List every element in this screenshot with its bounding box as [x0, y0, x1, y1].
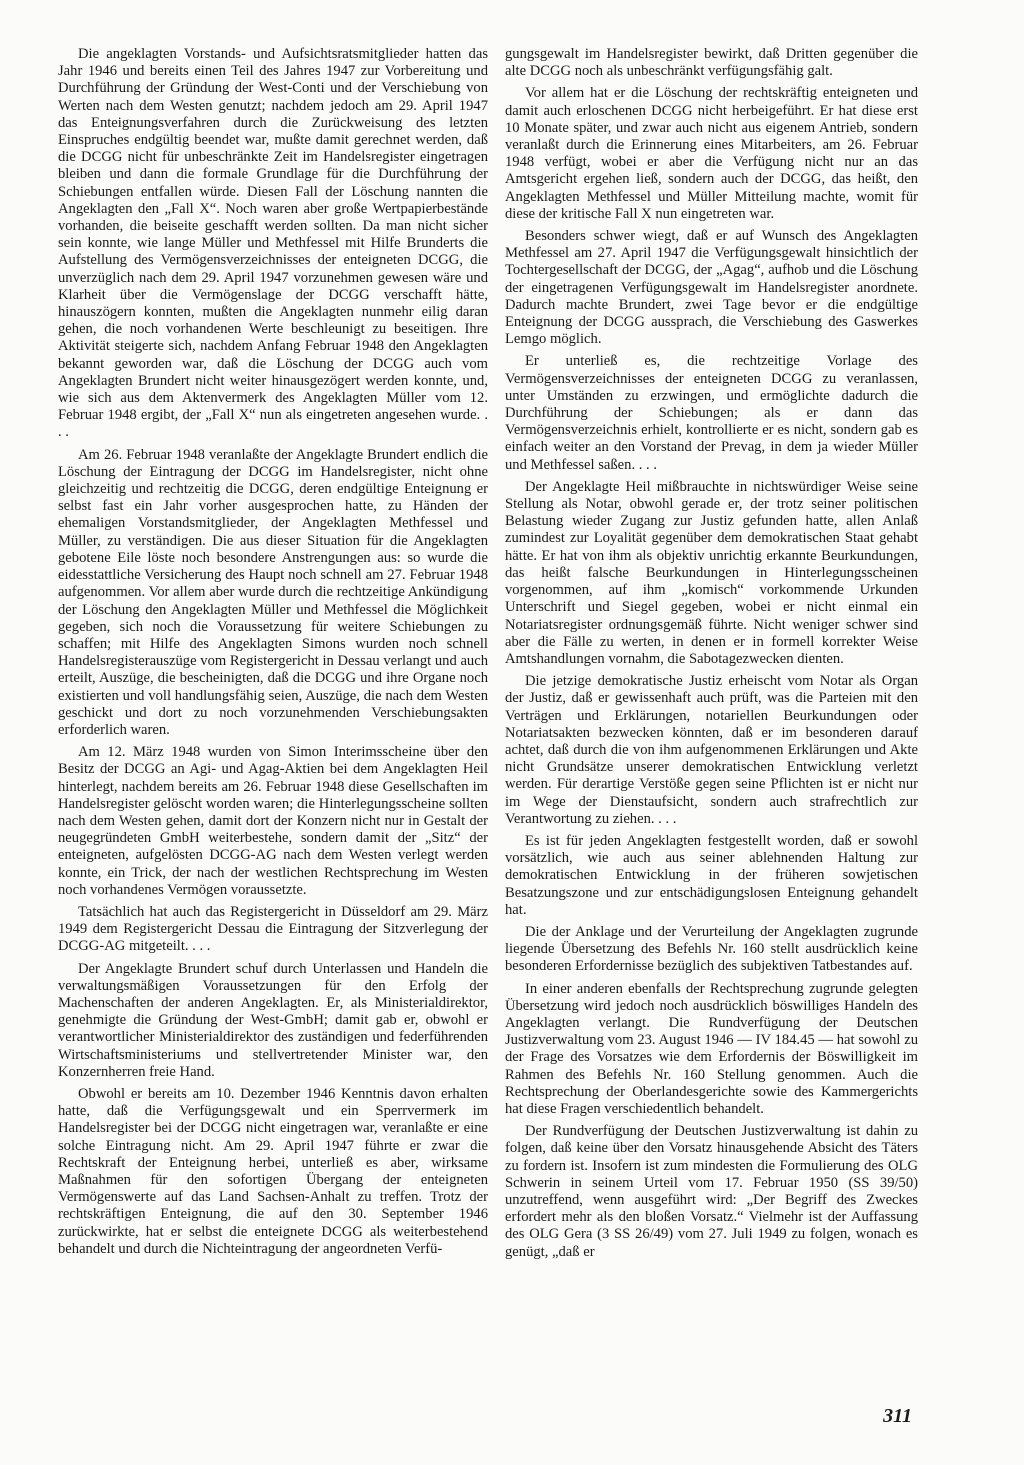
- paragraph: Es ist für jeden Angeklagten festgestellt worden, daß er sowohl vorsätzlich, wie auch aus seiner ablehnenden Haltung zur demokratischen Entwicklung in der früheren sowjetischen Besatzungszone und zur entschädigungslosen Enteignung gehandelt hat.: [505, 832, 918, 918]
- paragraph: In einer anderen ebenfalls der Rechtsprechung zugrunde gelegten Übersetzung wird jedoch noch ausdrücklich böswilliges Handeln des Angeklagten verlangt. Die Rundverfügung der Deutschen Justizverwaltung vom 23. August 1946 — IV 184.45 — hat sowohl zu der Frage des Vorsatzes wie dem Erfordernis der Böswilligkeit im Rahmen des Befehls Nr. 160 Stellung genommen. Auch die Rechtsprechung der Oberlandesgerichte sowie des Kammergerichts hat diese Fragen verschiedentlich behandelt.: [505, 980, 918, 1117]
- text-column-right: [505, 46, 918, 1266]
- paragraph: Die angeklagten Vorstands- und Aufsichtsratsmitglieder hatten das Jahr 1946 und bereits einen Teil des Jahres 1947 zur Vorbereitung und Durchführung der Gründung der West-Conti und der Verschiebung von Werten nach dem Westen genutzt; nachdem jedoch am 29. April 1947 das Enteignungsverfahren durch die Zurückweisung des letzten Einspruches endgültig beendet war, mußte damit gerechnet werden, daß die DCGG nicht für unbeschränkte Zeit im Handelsregister eingetragen bleiben und dann die formale Grundlage für die Durchführung der Schiebungen entfallen würde. Diesen Fall der Löschung nannten die Angeklagten den „Fall X“. Noch waren aber große Wertpapierbestände vorhanden, die beiseite geschafft werden sollten. Da man nicht sicher sein konnte, wie lange Müller und Methfessel mit Hilfe Brunderts die Aufstellung des Vermögensverzeichnisses der enteigneten DCGG, die unverzüglich nach dem 29. April 1947 vorzunehmen gewesen wäre und Klarheit über die Vermögenslage der DCGG verschafft hätte, hinauszögern konnten, mußten die Angeklagten nunmehr eilig daran gehen, die noch vorhandenen Werte beschleunigt zu beseitigen. Ihre Aktivität steigerte sich, nachdem Anfang Februar 1948 den Angeklagten bekannt geworden war, daß die Löschung der DCGG auch vom Angeklagten Brundert nicht weiter hinausgezögert werden konnte, und, wie sich aus dem Aktenvermerk des Angeklagten Müller vom 12. Februar 1948 ergibt, der „Fall X“ nun als eingetreten angesehen wurde. . . .: [58, 46, 488, 441]
- paragraph: Tatsächlich hat auch das Registergericht in Düsseldorf am 29. März 1949 dem Registergericht Dessau die Eintragung der Sitzverlegung der DCGG-AG mitgeteilt. . . .: [58, 903, 488, 955]
- page-number: 311: [883, 1405, 912, 1427]
- text-column-left: [58, 46, 488, 1263]
- paragraph: Der Angeklagte Brundert schuf durch Unterlassen und Handeln die verwaltungsmäßigen Voraussetzungen für den Erfolg der Machenschaften der anderen Angeklagten. Er, als Ministerialdirektor, genehmigte die Gründung der West-GmbH; damit gab er, obwohl er verantwortlicher Ministerialdirektor des zuständigen und federführenden Wirtschaftsministeriums und stellvertretender Minister war, den Konzernherren freie Hand.: [58, 960, 488, 1080]
- paragraph: Der Rundverfügung der Deutschen Justizverwaltung ist dahin zu folgen, daß keine über den Vorsatz hinausgehende Absicht des Täters zu fordern ist. Insofern ist zum mindesten die Formulierung des OLG Schwerin in seinem Urteil vom 17. Februar 1950 (SS 39/50) unzutreffend, wenn ausgeführt wird: „Der Begriff des Zweckes erfordert mehr als den bloßen Vorsatz.“ Vielmehr ist der Auffassung des OLG Gera (3 SS 26/49) vom 27. Juli 1949 zu folgen, wonach es genügt, „daß er: [505, 1123, 918, 1260]
- paragraph: Besonders schwer wiegt, daß er auf Wunsch des Angeklagten Methfessel am 27. April 1947 die Verfügungsgewalt hinsichtlich der Tochtergesellschaft der DCGG, der „Agag“, aufhob und die Löschung der eingetragenen Verfügungsgewalt im Handelsregister anordnete. Dadurch machte Brundert, zwei Tage bevor er die endgültige Enteignung der DCGG aussprach, die Verschiebung des Gaswerkes Lemgo möglich.: [505, 228, 918, 348]
- paragraph-continuation: gungsgewalt im Handelsregister bewirkt, daß Dritten gegenüber die alte DCGG noch als unbeschränkt verfügungsfähig galt.: [505, 46, 918, 80]
- paragraph: Am 26. Februar 1948 veranlaßte der Angeklagte Brundert endlich die Löschung der Eintragung der DCGG im Handelsregister, nicht ohne gleichzeitig und rechtzeitig die DCGG, deren endgültige Enteignung er selbst fast ein Jahr vorher ausgesprochen hatte, zu Händen der ehemaligen Vorstandsmitglieder, der Angeklagten Methfessel und Müller, zu verständigen. Die aus dieser Situation für die Angeklagten gebotene Eile löste noch besondere Anstrengungen aus: so wurde die eidesstattliche Versicherung des Haupt noch schnell am 27. Februar 1948 aufgenommen. Vor allem aber wurde durch die rechtzeitige Ankündigung der Löschung den Angeklagten Müller und Methfessel die Möglichkeit gegeben, sich noch die Voraussetzung für weitere Schiebungen zu schaffen; mit Hilfe des Angeklagten Simons wurden noch schnell Handelsregisterauszüge vom Registergericht in Dessau verlangt und auch erteilt, Auszüge, die bescheinigten, daß die DCGG und ihre Organe noch existierten und voll handlungsfähig seien, Auszüge, die nach dem Westen geschickt und dort zu noch vorzunehmenden Verschiebungsakten erforderlich waren.: [58, 446, 488, 738]
- paragraph: Der Angeklagte Heil mißbrauchte in nichtswürdiger Weise seine Stellung als Notar, obwohl gerade er, der trotz seiner politischen Belastung wieder Zugang zur Justiz gefunden hatte, allen Anlaß zumindest zur Loyalität gegenüber dem demokratischen Staat gehabt hätte. Er hat von ihm als objektiv unrichtig erkannte Beurkundungen, das heißt falsche Beurkundungen in Hinterlegungsscheinen vorgenommen, auf ihm „komisch“ vorkommende Urkunden Unterschrift und Siegel gegeben, wobei er nicht einmal ein Notariatsregister ordnungsgemäß führte. Nicht weniger schwer sind aber die Fälle zu werten, in denen er in formell korrekter Weise Amtshandlungen vornahm, die Sabotagezwecken dienten.: [505, 478, 918, 667]
- paragraph: Er unterließ es, die rechtzeitige Vorlage des Vermögensverzeichnisses der enteigneten DCGG zu veranlassen, unter Umständen zu erzwingen, und ermöglichte dadurch die Durchführung der Schiebungen; als er dann das Vermögensverzeichnis erhielt, kontrollierte er es nicht, sondern gab es einfach weiter an den Vorstand der Prevag, in dem ja wieder Müller und Methfessel saßen. . . .: [505, 353, 918, 473]
- paragraph: Vor allem hat er die Löschung der rechtskräftig enteigneten und damit auch erloschenen DCGG nicht herbeigeführt. Er hat diese erst 10 Monate später, und zwar auch nicht aus eigenem Antrieb, sondern veranlaßt durch die Erinnerung eines Mitarbeiters, am 26. Februar 1948 verfügt, wobei er aber die Verfügung nicht nur an das Amtsgericht ergehen ließ, sondern auch der DCGG, das heißt, den Angeklagten Methfessel und Müller Mitteilung machte, womit für diese der kritische Fall X nun eingetreten war.: [505, 85, 918, 222]
- paragraph: Am 12. März 1948 wurden von Simon Interimsscheine über den Besitz der DCGG an Agi- und Agag-Aktien bei dem Angeklagten Heil hinterlegt, nachdem bereits am 26. Februar 1948 diese Gesellschaften im Handelsregister gelöscht worden waren; die Hinterlegungsscheine sollten nach dem Westen gehen, damit dort der Konzern nicht nur in Gestalt der neugegründeten GmbH weiterbestehe, sondern damit der „Sitz“ der enteigneten, aufgelösten DCGG-AG nach dem Westen verlegt werden konnte, ein Trick, der nach der westlichen Rechtsprechung im Westen noch vorhandenes Vermögen voraussetzte.: [58, 744, 488, 898]
- paragraph: Die der Anklage und der Verurteilung der Angeklagten zugrunde liegende Übersetzung des Befehls Nr. 160 stellt ausdrücklich keine besonderen Erfordernisse bezüglich des subjektiven Tatbestandes auf.: [505, 923, 918, 975]
- paragraph: Obwohl er bereits am 10. Dezember 1946 Kenntnis davon erhalten hatte, daß die Verfügungsgewalt und ein Sperrvermerk im Handelsregister bei der DCGG nicht eingetragen war, veranlaßte er eine solche Eintragung nicht. Am 29. April 1947 führte er zwar die Rechtskraft der Enteignung herbei, unterließ es aber, wirksame Maßnahmen für den sofortigen Übergang der enteigneten Vermögenswerte auf das Land Sachsen-Anhalt zu treffen. Trotz der rechtskräftigen Enteignung, die auf den 30. September 1946 zurückwirkte, hat er selbst die enteignete DCGG als weiterbestehend behandelt und durch die Nichteintragung der angeordneten Verfü-: [58, 1085, 488, 1257]
- paragraph: Die jetzige demokratische Justiz erheischt vom Notar als Organ der Justiz, daß er gewissenhaft auch prüft, was die Parteien mit den Verträgen und Erklärungen, notariellen Beurkundungen oder Notariatsakten bezwecken könnten, daß er im besonderen darauf achtet, daß durch die von ihm aufgenommenen Erklärungen und Akte nicht Grundsätze unserer demokratischen Entwicklung verletzt werden. Für derartige Verstöße gegen seine Pflichten ist er nicht nur im Wege der Dienstaufsicht, sondern auch strafrechtlich zur Verantwortung zu ziehen. . . .: [505, 673, 918, 827]
